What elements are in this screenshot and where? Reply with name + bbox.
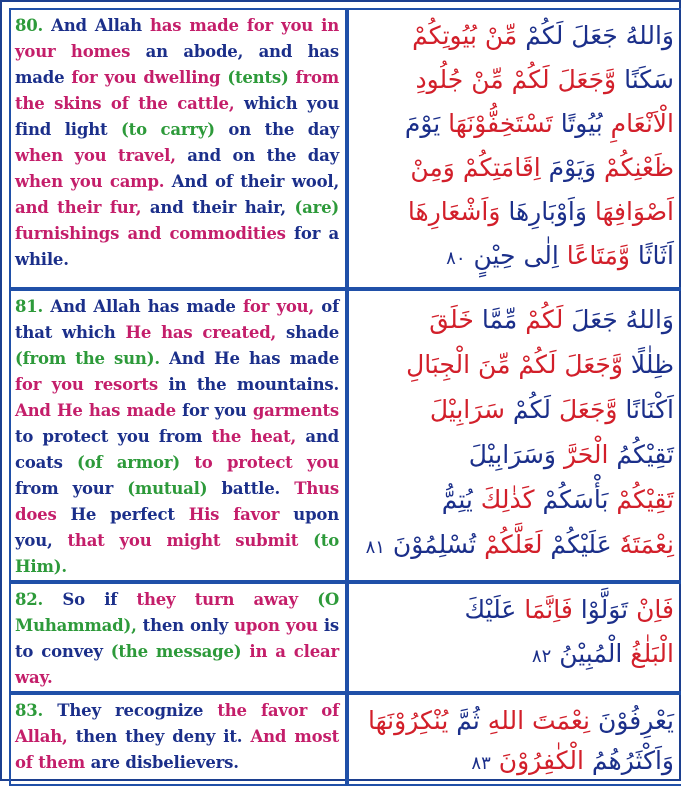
english-segment: (of armor) [62, 453, 180, 472]
arabic-line [355, 741, 674, 784]
arabic-segment: فَاِنْ [628, 595, 674, 624]
verse-row [9, 289, 681, 582]
english-segment: an abode, and has made [15, 42, 340, 87]
arabic-text [349, 291, 681, 570]
arabic-line [355, 522, 674, 570]
english-text [11, 695, 345, 776]
english-segment: for you, [235, 297, 315, 316]
english-segment: And He has made [159, 349, 339, 368]
ayah-number-marker: ٨٠ [446, 248, 466, 269]
arabic-segment: وَاَكْثَرُهُمُ [583, 746, 674, 775]
english-segment: battle. [207, 479, 281, 498]
verse-row [9, 582, 681, 693]
english-segment: they turn away [117, 590, 298, 609]
arabic-segment: نِعْمَتَهٗ [611, 530, 674, 559]
verse-number: 81. [15, 297, 44, 316]
english-segment: And of their wool, [164, 172, 339, 191]
english-segment: when you camp. [15, 172, 165, 191]
english-segment: And He has made [15, 401, 176, 420]
arabic-segment: خَلَقَ [429, 305, 474, 334]
english-segment: the favor of Allah, [15, 701, 339, 746]
english-segment: (the message) [102, 642, 242, 661]
arabic-segment: وَاَشْعَارِهَا [407, 197, 501, 226]
english-segment: garments [246, 401, 340, 420]
arabic-text [349, 10, 681, 281]
arabic-line [355, 58, 674, 102]
arabic-segment: يُنْكِرُوْنَهَا [368, 706, 449, 735]
arabic-cell [347, 693, 681, 786]
arabic-segment: الْمُبِيْنُ [551, 639, 623, 668]
english-segment: then only [136, 616, 229, 635]
arabic-segment: الْبَلٰغُ [622, 639, 674, 668]
arabic-cell [347, 582, 681, 693]
english-segment: is to convey [15, 616, 339, 661]
arabic-segment: وَّجَعَلَ لَكُمْ [503, 65, 617, 94]
arabic-line [355, 588, 674, 632]
verse-number: 83. [15, 701, 44, 720]
english-segment: on the day [214, 120, 339, 139]
arabic-segment: وَّجَعَلَ لَكُمْ [510, 350, 623, 379]
arabic-segment: وَاللهُ جَعَلَ [563, 305, 674, 334]
arabic-segment: نِعْمَتَ اللهِ [479, 706, 591, 735]
arabic-segment: اَكْنَانًا [617, 395, 674, 424]
arabic-segment: تَوَلَّوْا [572, 595, 629, 624]
arabic-segment: سَرَابِيْلَ [429, 395, 505, 424]
english-text [11, 291, 345, 580]
english-segment: And Allah has made [43, 297, 236, 316]
english-segment: of that which [15, 297, 339, 342]
english-segment: He perfect [56, 505, 175, 524]
english-segment: for you dwelling [64, 68, 221, 87]
arabic-segment: الْحَرَّ [556, 440, 609, 469]
arabic-line [355, 342, 674, 387]
english-segment: upon you, [15, 505, 340, 550]
arabic-segment: لَكُمْ [504, 395, 551, 424]
arabic-cell [347, 289, 681, 582]
english-segment: from the skins of the cattle, [15, 68, 340, 113]
arabic-segment: تَقِيْكُمُ [608, 440, 674, 469]
verse-number: 80. [15, 16, 44, 35]
arabic-segment: اِقَامَتِكُمْ [454, 153, 541, 182]
arabic-segment: ظِلٰلًا [622, 350, 674, 379]
english-segment: when you travel, [15, 146, 176, 165]
arabic-segment: بُيُوتًا [552, 109, 603, 138]
english-segment: for you resorts [15, 375, 158, 394]
english-segment: Thus does [15, 479, 340, 524]
english-segment: (mutual) [113, 479, 208, 498]
arabic-line [355, 234, 674, 281]
arabic-line [355, 387, 674, 432]
english-text [11, 10, 345, 273]
arabic-segment: لَعَلَّكُمْ [476, 530, 543, 559]
arabic-line [355, 701, 674, 741]
english-segment: (to carry) [107, 120, 215, 139]
english-segment: (from the sun). [15, 349, 160, 368]
english-cell [9, 693, 347, 786]
arabic-segment: يَوْمَ [404, 109, 441, 138]
arabic-segment: سَكَنًا [616, 65, 674, 94]
verse-row [9, 8, 681, 289]
verse-number: 82. [15, 590, 44, 609]
english-segment: in the mountains. [157, 375, 339, 394]
english-segment: So if [43, 590, 118, 609]
arabic-line [355, 297, 674, 342]
arabic-segment: وَّجَعَلَ [551, 395, 618, 424]
english-segment: and their fur, [15, 198, 142, 217]
english-segment: They recognize [43, 701, 204, 720]
english-segment: the heat, [202, 427, 297, 446]
arabic-line [355, 190, 674, 234]
english-segment: and on the day [175, 146, 339, 165]
arabic-segment: ظَعْنِكُمْ [596, 153, 674, 182]
english-segment: for you [175, 401, 247, 420]
arabic-segment: مِّنْ بُيُوتِكُمْ [412, 21, 518, 50]
english-segment: and coats [15, 427, 339, 472]
arabic-segment: مِّنَ الْجِبَالِ [406, 350, 511, 379]
english-segment: in a clear way. [15, 642, 339, 687]
arabic-line [355, 432, 674, 477]
arabic-text [349, 584, 681, 679]
english-segment: And Allah [51, 16, 142, 35]
english-segment: He has created, [115, 323, 277, 342]
arabic-segment: عَلَيْكُمْ [542, 530, 612, 559]
english-segment: And most of them [15, 727, 339, 772]
arabic-line [355, 632, 674, 679]
arabic-segment: مِّنْ جُلُودِ [415, 65, 504, 94]
ayah-number-marker: ٨٣ [471, 753, 491, 774]
arabic-segment: وَسَرَابِيْلَ [468, 440, 556, 469]
arabic-segment: تَقِيْكُمْ [608, 485, 674, 514]
arabic-line [355, 477, 674, 522]
english-segment: to protect you [179, 453, 339, 472]
english-segment: that you might submit [52, 531, 299, 550]
english-segment: upon you [228, 616, 318, 635]
english-segment: then they deny it. [67, 727, 243, 746]
arabic-segment: تُسْلِمُوْنَ [384, 530, 477, 559]
arabic-segment: ثُمَّ [448, 706, 480, 735]
english-segment [43, 16, 51, 35]
english-cell [9, 8, 347, 289]
english-segment: (to Him). [15, 531, 339, 576]
ayah-number-marker: ٨٢ [531, 646, 552, 667]
english-segment: furnishings and commodities [15, 224, 286, 243]
english-cell [9, 582, 347, 693]
english-segment: from your [15, 479, 114, 498]
arabic-segment: الْكٰفِرُوْنَ [490, 746, 584, 775]
arabic-segment: وَمِنْ [410, 153, 455, 182]
english-text [11, 584, 345, 691]
english-segment: for a while. [15, 224, 340, 269]
arabic-segment: تَسْتَخِفُّوْنَهَا [440, 109, 553, 138]
arabic-cell [347, 8, 681, 289]
arabic-segment: وَيَوْمَ [540, 153, 597, 182]
arabic-line [355, 146, 674, 190]
arabic-text [349, 695, 681, 784]
english-segment: are disbelievers. [85, 753, 239, 772]
arabic-segment: يَعْرِفُوْنَ [590, 706, 674, 735]
verse-table [9, 8, 681, 786]
english-segment: (O Muhammad), [15, 590, 340, 635]
arabic-segment: اَصْوَافِهَا [586, 197, 674, 226]
arabic-segment: فَاِنَّمَا [516, 595, 573, 624]
arabic-segment: اَثَاثًا [629, 241, 674, 270]
arabic-line [355, 14, 674, 58]
english-segment: (are) [285, 198, 339, 217]
arabic-segment: الْاَنْعَامِ [602, 109, 674, 138]
english-segment: which you find light [15, 94, 340, 139]
ayah-number-marker: ٨١ [365, 537, 385, 558]
english-segment: (tents) [220, 68, 289, 87]
arabic-segment: عَلَيْكَ [464, 595, 517, 624]
arabic-segment: وَّمَتَاعًا [558, 241, 630, 270]
arabic-segment: اِلٰى حِيْنٍ [465, 241, 559, 270]
english-cell [9, 289, 347, 582]
english-segment: shade [276, 323, 339, 342]
english-segment: to protect you from [15, 427, 203, 446]
arabic-segment: كَذٰلِكَ [472, 485, 535, 514]
arabic-line [355, 102, 674, 146]
arabic-segment: لَكُمْ [517, 305, 564, 334]
verse-row [9, 693, 681, 786]
arabic-segment: وَاللهُ جَعَلَ لَكُمْ [517, 21, 674, 50]
english-segment: His favor [174, 505, 280, 524]
english-segment: and their hair, [141, 198, 286, 217]
arabic-segment: بَأْسَكُمْ [534, 485, 609, 514]
english-segment: has made for you in your homes [15, 16, 339, 61]
arabic-segment: وَاَوْبَارِهَا [500, 197, 587, 226]
arabic-segment: يُتِمُّ [441, 485, 473, 514]
arabic-segment: مِّمَّا [473, 305, 518, 334]
